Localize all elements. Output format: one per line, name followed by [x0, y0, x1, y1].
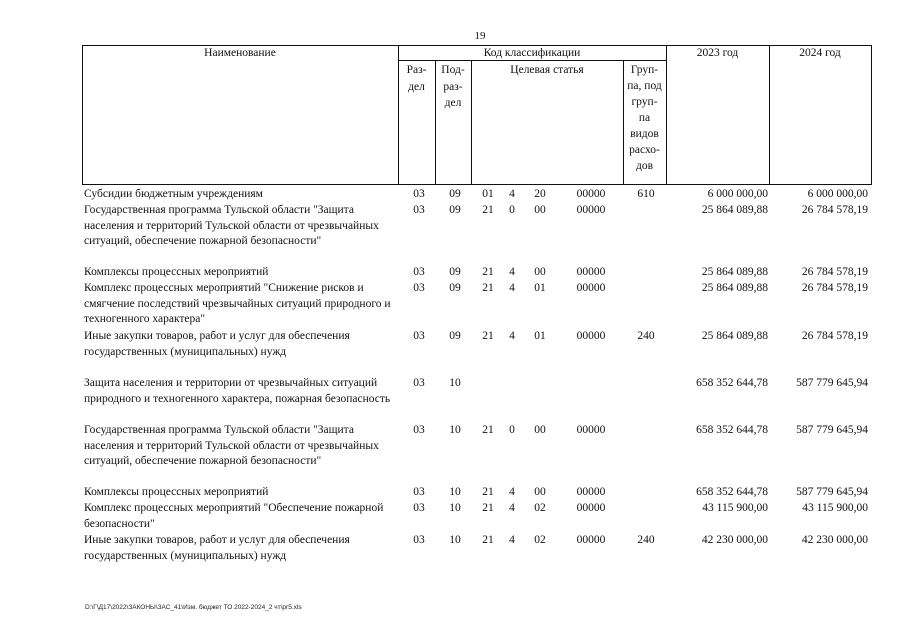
row-amount-2024: 26 784 578,19 — [801, 282, 868, 294]
row-amount-2024: 26 784 578,19 — [801, 204, 868, 216]
page-number: 19 — [474, 30, 486, 42]
row-name: Государственная программа Тульской области "Защита населения и территорий Тульской области от чрезвычайных ситуаций, обеспечение пожарной безопасности" — [84, 424, 379, 467]
row-name: Государственная программа Тульской области "Защита населения и территорий Тульской области от чрезвычайных ситуаций, обеспечение пожарной безопасности" — [84, 204, 379, 247]
row-target-program: 21 — [482, 330, 494, 342]
row-amount-2024: 587 779 645,94 — [796, 424, 868, 436]
row-amount-2024: 587 779 645,94 — [796, 377, 868, 389]
row-razdel: 03 — [413, 188, 425, 200]
row-podrazdel: 09 — [449, 282, 461, 294]
row-name: Комплексы процессных мероприятий — [84, 486, 269, 498]
row-amount-2023: 25 864 089,88 — [701, 282, 768, 294]
row-razdel: 03 — [413, 534, 425, 546]
row-amount-2024: 26 784 578,19 — [801, 266, 868, 278]
row-target-direction: 00000 — [576, 330, 606, 342]
row-razdel: 03 — [413, 424, 425, 436]
row-target-type: 0 — [509, 424, 515, 436]
row-target-type: 4 — [509, 534, 515, 546]
row-target-type: 4 — [509, 188, 515, 200]
row-amount-2023: 42 230 000,00 — [701, 534, 768, 546]
row-target-structure: 00 — [534, 266, 546, 278]
row-name: Комплекс процессных мероприятий "Обеспечение пожарной безопасности" — [84, 502, 384, 530]
row-podrazdel: 09 — [449, 330, 461, 342]
row-name: Иные закупки товаров, работ и услуг для обеспечения государственных (муниципальных) нужд — [84, 534, 350, 562]
row-razdel: 03 — [413, 330, 425, 342]
row-target-type: 4 — [509, 486, 515, 498]
row-amount-2023: 43 115 900,00 — [702, 502, 768, 514]
row-expense-group: 240 — [637, 534, 655, 546]
row-podrazdel: 10 — [449, 377, 461, 389]
row-amount-2023: 658 352 644,78 — [696, 486, 768, 498]
row-razdel: 03 — [413, 486, 425, 498]
row-target-program: 21 — [482, 266, 494, 278]
row-target-direction: 00000 — [576, 424, 606, 436]
row-amount-2023: 25 864 089,88 — [701, 266, 768, 278]
row-target-type: 4 — [509, 266, 515, 278]
row-target-structure: 00 — [534, 486, 546, 498]
row-amount-2024: 587 779 645,94 — [796, 486, 868, 498]
row-name: Комплексы процессных мероприятий — [84, 266, 269, 278]
row-razdel: 03 — [413, 502, 425, 514]
row-target-structure: 00 — [534, 424, 546, 436]
row-target-structure: 00 — [534, 204, 546, 216]
row-name: Защита населения и территории от чрезвычайных ситуаций природного и техногенного характера, пожарная безопасность — [84, 377, 391, 405]
row-name: Иные закупки товаров, работ и услуг для обеспечения государственных (муниципальных) нужд — [84, 330, 350, 358]
row-podrazdel: 10 — [449, 502, 461, 514]
header-name: Наименование — [204, 47, 276, 59]
row-target-program: 21 — [482, 486, 494, 498]
row-amount-2023: 25 864 089,88 — [701, 204, 768, 216]
row-target-structure: 02 — [534, 534, 546, 546]
row-target-program: 21 — [482, 424, 494, 436]
row-target-program: 21 — [482, 204, 494, 216]
row-target-type: 4 — [509, 330, 515, 342]
row-razdel: 03 — [413, 266, 425, 278]
row-target-direction: 00000 — [576, 266, 606, 278]
row-amount-2023: 658 352 644,78 — [696, 377, 768, 389]
row-target-direction: 00000 — [576, 204, 606, 216]
row-target-direction: 00000 — [576, 188, 606, 200]
row-name: Комплекс процессных мероприятий "Снижение рисков и смягчение последствий чрезвычайных ситуаций природного и техногенного характера" — [84, 282, 391, 325]
row-target-program: 21 — [482, 282, 494, 294]
row-target-type: 0 — [509, 204, 515, 216]
row-target-type: 4 — [509, 282, 515, 294]
header-code-classification: Код классификации — [483, 47, 581, 59]
row-target-direction: 00000 — [576, 486, 606, 498]
row-name: Субсидии бюджетным учреждениям — [84, 188, 263, 200]
row-amount-2023: 6 000 000,00 — [707, 188, 768, 200]
header-podrazdel: Под- раз- дел — [441, 64, 465, 109]
row-podrazdel: 10 — [449, 424, 461, 436]
header-year-2023: 2023 год — [696, 47, 739, 59]
row-podrazdel: 09 — [449, 266, 461, 278]
row-amount-2024: 43 115 900,00 — [802, 502, 868, 514]
row-podrazdel: 10 — [449, 486, 461, 498]
row-target-structure: 01 — [534, 282, 546, 294]
row-target-type: 4 — [509, 502, 515, 514]
row-razdel: 03 — [413, 282, 425, 294]
row-target-direction: 00000 — [576, 534, 606, 546]
row-amount-2023: 658 352 644,78 — [696, 424, 768, 436]
row-expense-group: 240 — [637, 330, 655, 342]
row-target-direction: 00000 — [576, 282, 606, 294]
row-target-program: 21 — [482, 534, 494, 546]
row-amount-2024: 6 000 000,00 — [807, 188, 868, 200]
row-target-program: 01 — [482, 188, 494, 200]
row-amount-2024: 42 230 000,00 — [801, 534, 868, 546]
row-podrazdel: 09 — [449, 188, 461, 200]
header-razdel: Раз- дел — [406, 64, 427, 93]
row-podrazdel: 09 — [449, 204, 461, 216]
row-amount-2024: 26 784 578,19 — [801, 330, 868, 342]
row-razdel: 03 — [413, 377, 425, 389]
header-group: Груп- па, под груп- па видов расхо- дов — [627, 64, 662, 172]
row-podrazdel: 10 — [449, 534, 461, 546]
row-razdel: 03 — [413, 204, 425, 216]
row-expense-group: 610 — [637, 188, 655, 200]
header-year-2024: 2024 год — [799, 47, 841, 59]
row-target-program: 21 — [482, 502, 494, 514]
table-header — [82, 45, 872, 185]
header-target-article: Целевая статья — [510, 64, 584, 76]
row-target-structure: 02 — [534, 502, 546, 514]
row-target-direction: 00000 — [576, 502, 606, 514]
row-amount-2023: 25 864 089,88 — [701, 330, 768, 342]
row-target-structure: 20 — [534, 188, 546, 200]
file-path-footer: D:\Г\Д17\2022\ЗАКОНЫ\ЗАС_41\Изм. бюджет ТО 2022-2024_2 чт\pr5.xls — [85, 604, 302, 611]
row-target-structure: 01 — [534, 330, 546, 342]
